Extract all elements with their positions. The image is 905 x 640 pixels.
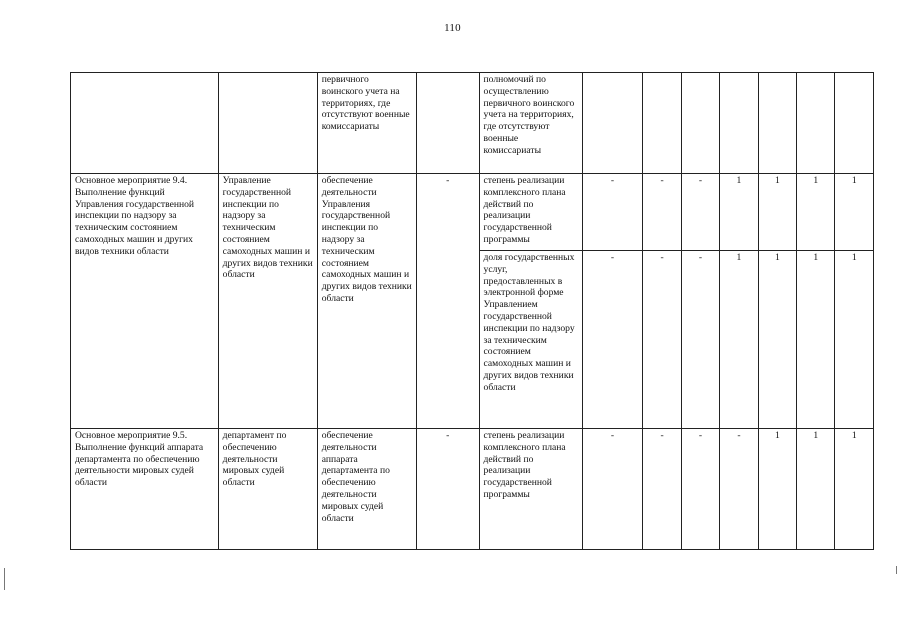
indicator-value-cell [797,73,835,174]
indicator-value-cell: - [720,429,758,550]
indicator-value-cell: - [582,251,643,429]
scan-mark-left [4,568,5,590]
executor-cell [218,73,317,174]
indicator-value-cell: 1 [835,429,874,550]
indicator-name-cell: доля государственных услуг, предоставленных в электронной форме Управлением государственной инспекции по надзору за техническим состоянием самоходных машин и других видов техники области [479,251,582,429]
program-events-table [70,72,874,550]
indicator-value-cell: - [582,429,643,550]
page-number: 110 [444,22,461,34]
event-cell: Основное мероприятие 9.4. Выполнение функций Управления государственной инспекции по надзору за техническим состоянием самоходных машин и других видов техники области [71,174,219,429]
indicator-value-cell [643,73,681,174]
indicator-value-cell: 1 [797,251,835,429]
indicator-value-cell: 1 [835,251,874,429]
indicator-name-cell: степень реализации комплексного плана действий по реализации государственной программы [479,429,582,550]
funding-cell: - [416,174,479,429]
indicator-value-cell: - [643,429,681,550]
funding-cell [416,73,479,174]
content-cell: первичного воинского учета на территориях, где отсутствуют военные комиссариаты [317,73,416,174]
content-cell: обеспечение деятельности Управления государственной инспекции по надзору за техническим состоянием самоходных машин и других видов техники области [317,174,416,429]
funding-cell: - [416,429,479,550]
indicator-value-cell: 1 [835,174,874,251]
indicator-value-cell [582,73,643,174]
indicator-value-cell: 1 [797,429,835,550]
indicator-value-cell: - [681,429,719,550]
indicator-value-cell: 1 [720,251,758,429]
indicator-value-cell: 1 [758,174,796,251]
indicator-value-cell: 1 [758,429,796,550]
event-cell [71,73,219,174]
executor-cell: департамент по обеспечению деятельности мировых судей области [218,429,317,550]
content-cell: обеспечение деятельности аппарата департамента по обеспечению деятельности мировых судей области [317,429,416,550]
indicator-value-cell [758,73,796,174]
indicator-name-cell: степень реализации комплексного плана действий по реализации государственной программы [479,174,582,251]
indicator-value-cell [835,73,874,174]
indicator-value-cell: - [582,174,643,251]
table-row [71,429,874,550]
executor-cell: Управление государственной инспекции по надзору за техническим состоянием самоходных машин и других видов техники области [218,174,317,429]
scan-mark-right [896,566,897,574]
indicator-value-cell: 1 [758,251,796,429]
table-row [71,174,874,251]
indicator-value-cell: 1 [797,174,835,251]
indicator-value-cell: - [681,251,719,429]
indicator-value-cell: - [643,251,681,429]
event-cell: Основное мероприятие 9.5. Выполнение функций аппарата департамента по обеспечению деятельности мировых судей области [71,429,219,550]
indicator-name-cell: полномочий по осуществлению первичного воинского учета на территориях, где отсутствуют военные комиссариаты [479,73,582,174]
table-row [71,73,874,174]
indicator-value-cell [720,73,758,174]
indicator-value-cell: - [681,174,719,251]
indicator-value-cell: - [643,174,681,251]
indicator-value-cell [681,73,719,174]
indicator-value-cell: 1 [720,174,758,251]
